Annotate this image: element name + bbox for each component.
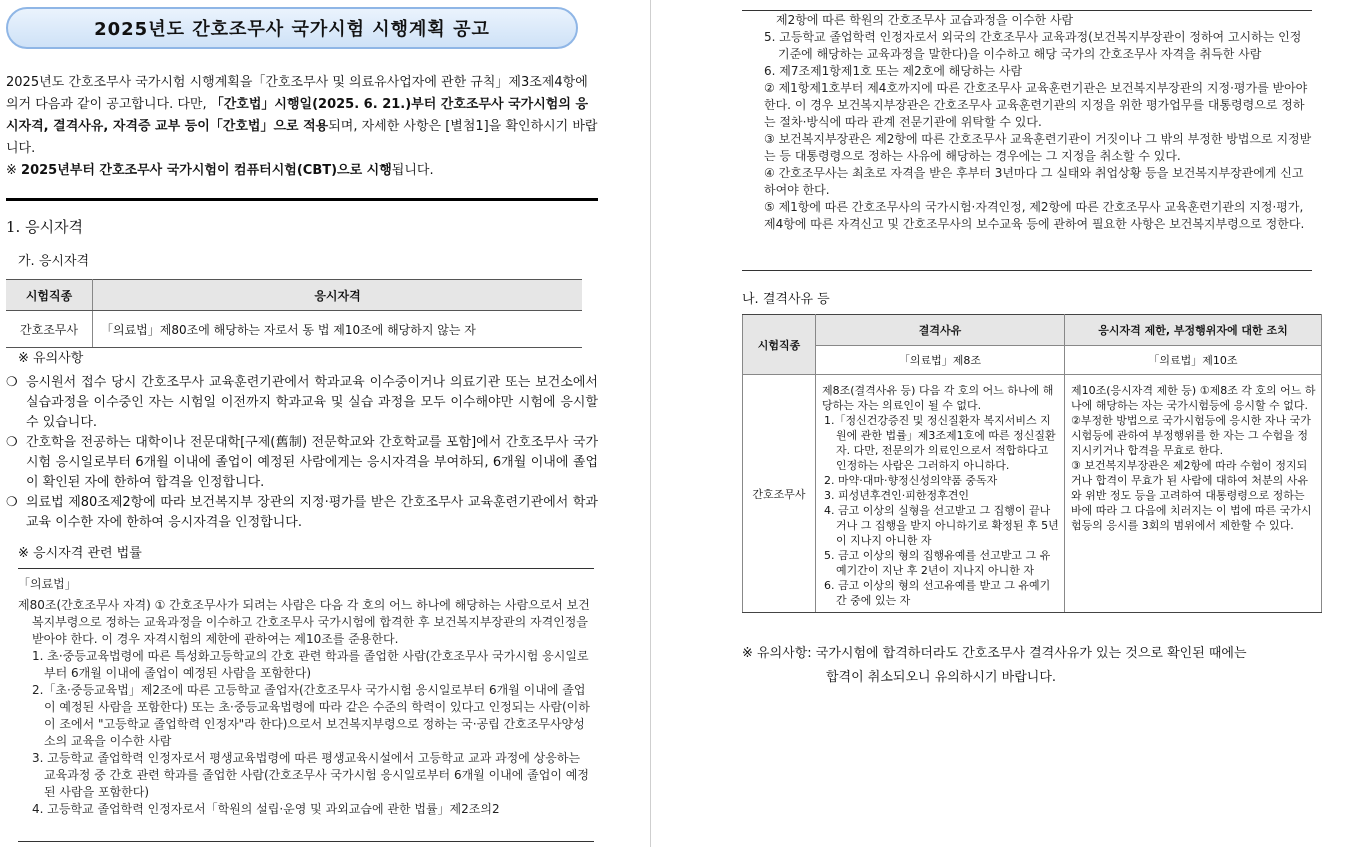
notes-block (6, 349, 598, 533)
table-header: 시험직종 (743, 315, 816, 375)
disqualification-table (742, 314, 1322, 613)
intro-text-2: 「간호법」시행일(2025. 6. 21.)부터 간호조무사 국가시험의 응시자격, 결격사유, 자격증 교부 등이「간호법」으로 적용 (6, 97, 588, 134)
law-paragraph: ④ 간호조무사는 최초로 자격을 받은 후부터 3년마다 그 실태와 취업상황 등을 보건복지부장관에게 신고하여야 한다. (764, 166, 1304, 197)
law-item: 4. 고등학교 졸업학력 인정자로서「학원의 설립·운영 및 과외교습에 관한 법률」제2조의2 (32, 802, 500, 816)
page-gutter (610, 0, 708, 847)
table-subheader: 「의료법」제8조 (816, 346, 1065, 375)
list-item (6, 433, 598, 493)
circle-bullet-icon: ❍ (6, 435, 18, 450)
law-item: 2.「초·중등교육법」제2조에 따른 고등학교 졸업자(간호조무사 국가시험 응시일로부터 6개월 이내에 졸업이 예정된 사람을 포함한다) 또는 초·중등교육법령에 따라 같은 수준의 학력이 있다고 인정되는 사람(이하 이 조에서 "고등학교 졸업학력 인정자"라 한다)으로서 보건복지부령으로 정하는 국·공립 간호조무사양성소의 교육을 이수한 사람 (32, 683, 590, 748)
medical-law-excerpt-continued (746, 12, 1312, 233)
intro-text-3: 되며, 자세한 사항은 [별첨1]을 확인하시기 바랍니다. (6, 119, 598, 156)
law-box-top-line (18, 568, 594, 569)
caution-note (742, 642, 1322, 690)
list-item: 6. 금고 이상의 형의 선고유예를 받고 그 유예기간 중에 있는 자 (824, 579, 1051, 607)
disqualification-cell (816, 375, 1065, 613)
table-header: 응시자격 제한, 부정행위자에 대한 조치 (1065, 315, 1322, 346)
table-row (743, 375, 1322, 613)
law-related-heading: ※ 응시자격 관련 법률 (18, 546, 142, 561)
table-row (6, 311, 582, 348)
law-paragraph: ③ 보건복지부장관은 제2항에 따른 간호조무사 교육훈련기관이 거짓이나 그 밖의 부정한 방법으로 지정받는 등 대통령령으로 정하는 사유에 해당하는 경우에는 그 지정을 취소할 수 있다. (764, 132, 1312, 163)
law-paragraph: 제80조(간호조무사 자격) ① 간호조무사가 되려는 사람은 다음 각 호의 어느 하나에 해당하는 사람으로서 보건복지부령으로 정하는 교육과정을 이수하고 간호조무사 국가시험에 합격한 후 보건복지부장관의 자격인정을 받아야 한다. 이 경우 자격시험의 제한에 관하여는 제10조를 준용한다. (18, 598, 590, 646)
cbt-note-suffix: 됩니다. (391, 163, 434, 178)
list-item: 제10조(응시자격 제한 등) ①제8조 각 호의 어느 하나에 해당하는 자는 국가시험등에 응시할 수 없다. (1071, 384, 1316, 412)
table-header-row (743, 315, 1322, 346)
law-item: 제2항에 따른 학원의 간호조무사 교습과정을 이수한 사람 (776, 13, 1074, 27)
law-item: 3. 고등학교 졸업학력 인정자로서 평생교육법령에 따른 평생교육시설에서 고등학교 교과 과정에 상응하는 교육과정 중 간호 관련 학과를 졸업한 사람(간호조무사 국가시험 응시일로부터 6개월 이내에 졸업이 예정된 사람을 포함한다) (32, 751, 589, 799)
section-1-heading: 1. 응시자격 (6, 218, 84, 236)
medical-law-excerpt (18, 576, 592, 818)
law-item: 5. 고등학교 졸업학력 인정자로서 외국의 간호조무사 교육과정(보건복지부장관이 정하여 고시하는 인정기준에 해당하는 교육과정을 말한다)을 이수하고 해당 국가의 간호조무사 자격을 취득한 사람 (764, 30, 1302, 61)
notes-heading: ※ 유의사항 (18, 351, 84, 366)
law-paragraph: ② 제1항제1호부터 제4호까지에 따른 간호조무사 교육훈련기관은 보건복지부장관의 지정·평가를 받아야 한다. 이 경우 보건복지부장관은 간호조무사 교육훈련기관의 지정을 위한 평가업무를 대통령령으로 정하는 절차·방식에 따라 관계 전문기관에 위탁할 수 있다. (764, 81, 1308, 129)
caution-line-1: ※ 유의사항: 국가시험에 합격하더라도 간호조무사 결격사유가 있는 것으로 확인된 때에는 (742, 646, 1247, 661)
list-item: ③ 보건복지부장관은 제2항에 따라 수험이 정지되거나 합격이 무효가 된 사람에 대하여 처분의 사유와 위반 정도 등을 고려하여 대통령령으로 정하는 바에 따라 그 다음에 치러지는 이 법에 따른 국가시험등의 응시를 3회의 범위에서 제한할 수 있다. (1071, 459, 1312, 532)
sub-heading-b: 나. 결격사유 등 (742, 292, 830, 307)
section-divider (6, 198, 598, 201)
eligibility-table (6, 279, 582, 348)
list-item: 5. 금고 이상의 형의 집행유예를 선고받고 그 유예기간이 지난 후 2년이 지나지 아니한 자 (824, 549, 1051, 577)
list-item (6, 373, 598, 433)
cbt-note-bold: 2025년부터 간호조무사 국가시험이 컴퓨터시험(CBT)으로 시행 (21, 163, 392, 178)
table-cell: 간호조무사 (6, 311, 93, 348)
table-header: 시험직종 (6, 280, 93, 311)
table-header: 결격사유 (816, 315, 1065, 346)
law-item: 6. 제7조제1항제1호 또는 제2호에 해당하는 사람 (764, 64, 1023, 78)
law-box-bottom-line (742, 270, 1312, 271)
list-item: ②부정한 방법으로 국가시험등에 응시한 자나 국가시험등에 관하여 부정행위를 한 자는 그 수험을 정지시키거나 합격을 무효로 한다. (1071, 414, 1311, 457)
list-item: 4. 금고 이상의 실형을 선고받고 그 집행이 끝나거나 그 집행을 받지 아니하기로 확정된 후 5년이 지나지 아니한 자 (824, 504, 1059, 547)
list-item: 3. 피성년후견인·피한정후견인 (824, 489, 969, 502)
law-box-bottom-line (18, 841, 594, 842)
list-item: 1.「정신건강증진 및 정신질환자 복지서비스 지원에 관한 법률」제3조제1호에 따른 정신질환자. 다만, 전문의가 의료인으로서 적합하다고 인정하는 사람은 그러하지 아니하다. (824, 414, 1056, 472)
list-item (6, 493, 598, 533)
note-text: 응시원서 접수 당시 간호조무사 교육훈련기관에서 학과교육 이수중이거나 의료기관 또는 보건소에서 실습과정을 이수중인 자는 시험일 이전까지 학과교육 및 실습 과정을 모두 이수해야만 시험에 응시할 수 있습니다. (26, 375, 598, 430)
document-title: 2025년도 간호조무사 국가시험 시행계획 공고 (6, 7, 578, 49)
table-header: 응시자격 (93, 280, 583, 311)
table-subheader: 「의료법」제10조 (1065, 346, 1322, 375)
table-cell: 「의료법」제80조에 해당하는 자로서 동 법 제10조에 해당하지 않는 자 (93, 311, 583, 348)
intro-paragraph (6, 72, 598, 182)
caution-line-2: 합격이 취소되오니 유의하시기 바랍니다. (826, 670, 1057, 685)
law-paragraph: ⑤ 제1항에 따른 간호조무사의 국가시험·자격인정, 제2항에 따른 간호조무사 교육훈련기관의 지정·평가, 제4항에 따른 자격신고 및 간호조무사의 보수교육 등에 관하여 필요한 사항은 보건복지부령으로 정한다. (764, 200, 1305, 231)
cbt-note-prefix: ※ (6, 163, 22, 178)
page-left (0, 0, 610, 847)
disq-intro: 제8조(결격사유 등) 다음 각 호의 어느 하나에 해당하는 자는 의료인이 될 수 없다. (822, 384, 1054, 412)
page-right (708, 0, 1358, 847)
restriction-cell (1065, 375, 1322, 613)
circle-bullet-icon: ❍ (6, 375, 18, 390)
law-item: 1. 초·중등교육법령에 따른 특성화고등학교의 간호 관련 학과를 졸업한 사람(간호조무사 국가시험 응시일로부터 6개월 이내에 졸업이 예정된 사람을 포함한다) (32, 649, 589, 680)
table-cell: 간호조무사 (743, 375, 816, 613)
circle-bullet-icon: ❍ (6, 495, 18, 510)
law-title: 「의료법」 (18, 577, 77, 591)
note-text: 의료법 제80조제2항에 따라 보건복지부 장관의 지정·평가를 받은 간호조무사 교육훈련기관에서 학과교육 이수한 자에 한하여 응시자격을 인정합니다. (26, 495, 598, 530)
law-box-top-line (742, 10, 1312, 11)
page-edge-line (650, 0, 651, 847)
list-item: 2. 마약·대마·향정신성의약품 중독자 (824, 474, 998, 487)
intro-text-1: 2025년도 간호조무사 국가시험 시행계획을「간호조무사 및 의료유사업자에 관한 규칙」제3조제4항에 의거 다음과 같이 공고합니다. 다만, (6, 75, 588, 112)
sub-heading-a: 가. 응시자격 (18, 254, 90, 269)
note-text: 간호학을 전공하는 대학이나 전문대학[구제(舊制) 전문학교와 간호학교를 포함]에서 간호조무사 국가시험 응시일로부터 6개월 이내에 졸업이 예정된 사람에게는 응시자격을 부여하되, 6개월 이내에 졸업이 확인된 자에 한하여 합격을 인정합니다. (26, 435, 598, 490)
table-subheader-row (743, 346, 1322, 375)
table-header-row (6, 280, 582, 311)
